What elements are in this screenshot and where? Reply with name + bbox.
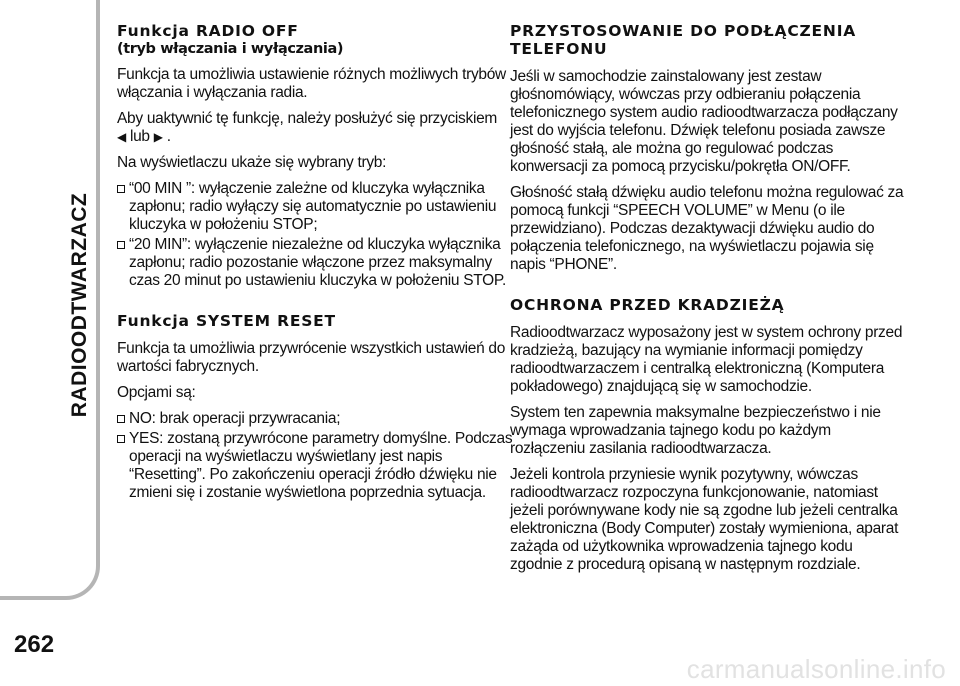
list-item bbox=[117, 180, 515, 234]
paragraph: Funkcja ta umożliwia przywrócenie wszystkich ustawień do wartości fabrycznych. bbox=[117, 340, 506, 375]
list-item bbox=[117, 410, 515, 428]
list-item-text: “00 MIN ”: wyłączenie zależne od kluczyka wyłącznika zapłonu; radio wyłączy się automatycznie po ustawieniu kluczyka w położeniu STOP; bbox=[129, 180, 497, 233]
checkbox-bullet-icon bbox=[117, 241, 125, 249]
list-item bbox=[117, 236, 515, 290]
section-tab-label: RADIOODTWARZACZ bbox=[68, 192, 91, 418]
paragraph: Funkcja ta umożliwia ustawienie różnych możliwych trybów włączania i wyłączania radia. bbox=[117, 66, 506, 101]
paragraph: Na wyświetlaczu ukaże się wybrany tryb: bbox=[117, 154, 387, 171]
radio-off-list bbox=[117, 180, 515, 290]
paragraph: Radioodtwarzacz wyposażony jest w system ochrony przed kradzieżą, bazujący na wymianie informacji pomiędzy radioodtwarzaczem i centralką elektroniczną (Komputera pokładowego) znajdującą się w samochodzie. bbox=[510, 324, 903, 395]
radio-off-subtitle: (tryb włączania i wyłączania) bbox=[117, 41, 344, 57]
system-reset-heading: Funkcja SYSTEM RESET bbox=[117, 312, 336, 330]
period-text: . bbox=[166, 128, 171, 145]
checkbox-bullet-icon bbox=[117, 435, 125, 443]
list-item-text: “20 MIN”: wyłączenie niezależne od kluczyka wyłącznika zapłonu; radio pozostanie włączone przez maksymalny czas 20 minut po ustawieniu kluczyka w położeniu STOP. bbox=[129, 236, 506, 289]
paragraph: Głośność stałą dźwięku audio telefonu można regulować za pomocą funkcji “SPEECH VOLUME” w Menu (o ile przewidziano). Podczas dezaktywacji dźwięku audio do połączenia telefonicznego, na wyświetlaczu pojawia się napis “PHONE”. bbox=[510, 184, 904, 273]
right-column bbox=[510, 22, 908, 582]
list-item-text: NO: brak operacji przywracania; bbox=[129, 410, 341, 427]
left-column bbox=[117, 22, 515, 510]
paragraph bbox=[117, 110, 515, 146]
or-text: lub bbox=[129, 128, 150, 145]
list-item-text: YES: zostaną przywrócone parametry domyślne. Podczas operacji na wyświetlaczu wyświetlany jest napis “Resetting”. Po zakończeniu operacji źródło dźwięku nie zmieni się i zostanie wyświetlona poprzednia sytuacja. bbox=[129, 430, 513, 501]
phone-heading: PRZYSTOSOWANIE DO PODŁĄCZENIA TELEFONU bbox=[510, 22, 857, 58]
page-number: 262 bbox=[14, 631, 55, 658]
right-arrow-icon: ▶ bbox=[153, 130, 163, 144]
checkbox-bullet-icon bbox=[117, 415, 125, 423]
checkbox-bullet-icon bbox=[117, 185, 125, 193]
watermark: carmanualsonline.info bbox=[686, 654, 946, 684]
anti-theft-heading: OCHRONA PRZED KRADZIEŻĄ bbox=[510, 296, 785, 314]
paragraph: Opcjami są: bbox=[117, 384, 196, 401]
radio-off-heading: Funkcja RADIO OFF bbox=[117, 22, 299, 40]
left-arrow-icon: ◀ bbox=[117, 130, 126, 144]
paragraph: Jeśli w samochodzie zainstalowany jest zestaw głośnomówiący, wówczas przy odbieraniu połączenia telefonicznego system audio radioodtwarzacza podłączany jest do wyjścia telefonu. Dźwięk telefonu posiada zawsze głośność stałą, ale można go regulować podczas konwersacji za pomocą przycisku/pokrętła ON/OFF. bbox=[510, 68, 898, 175]
list-item bbox=[117, 430, 515, 502]
paragraph-text: Aby uaktywnić tę funkcję, należy posłużyć się przyciskiem bbox=[117, 110, 498, 127]
paragraph: System ten zapewnia maksymalne bezpieczeństwo i nie wymaga wprowadzania tajnego kodu po każdym rozłączeniu zasilania radioodtwarzacza. bbox=[510, 404, 881, 457]
paragraph: Jeżeli kontrola przyniesie wynik pozytywny, wówczas radioodtwarzacz rozpoczyna funkcjonowanie, natomiast jeżeli porównywane kody nie są zgodne lub jeżeli centralka elektroniczna (Body Computer) zostały wymieniona, aparat zażąda od użytkownika wprowadzenia tajnego kodu zgodnie z procedurą opisaną w następnym rozdziale. bbox=[510, 466, 899, 573]
system-reset-list bbox=[117, 410, 515, 502]
